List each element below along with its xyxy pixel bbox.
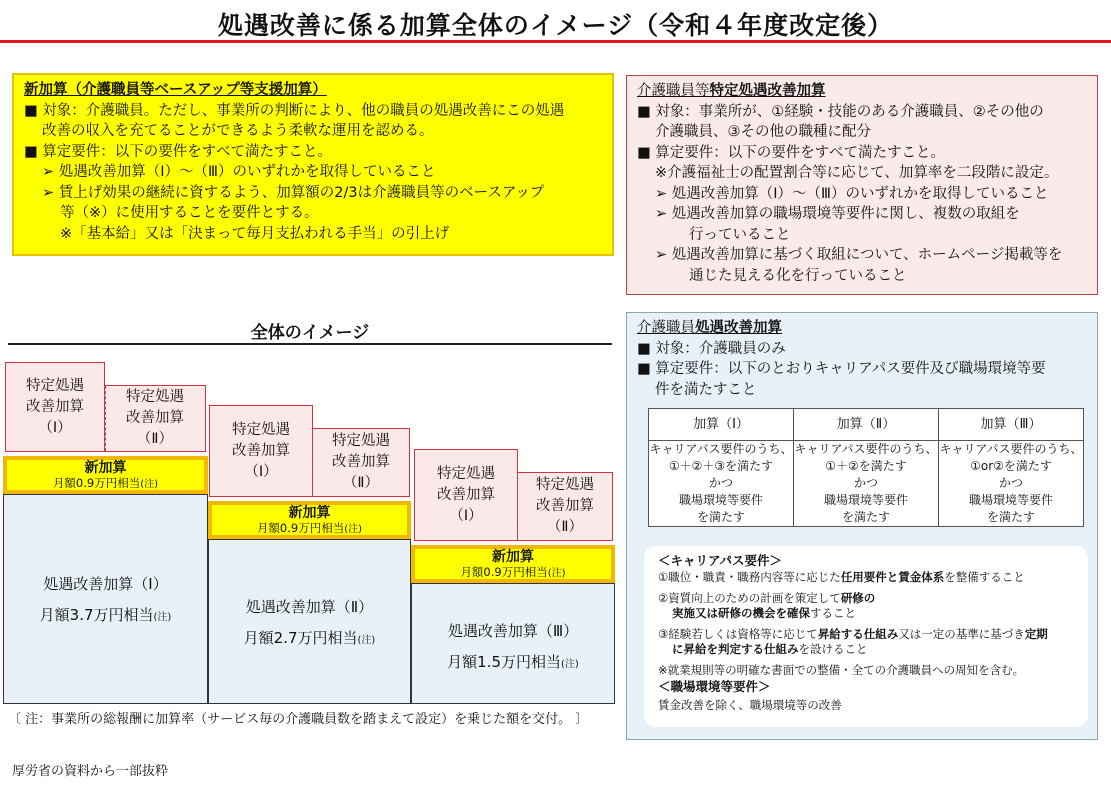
kasan-cell-line: キャリアパス要件のうち、 — [939, 442, 1083, 456]
kasan-cell — [939, 441, 1084, 527]
title-underline — [0, 40, 1111, 43]
image-title-underline — [8, 343, 612, 345]
kasan-cell — [794, 441, 939, 527]
page-title: 処遇改善に係る加算全体のイメージ（令和４年度改定後） — [217, 11, 894, 40]
kasan-cell-line: ①＋②＋③を満たす — [668, 459, 774, 473]
career-item-1: ①職位・職責・職務内容等に応じた任用要件と賃金体系を整備すること — [658, 570, 1025, 584]
kasan-cell-line: かつ — [998, 476, 1023, 490]
kasan-cell-line: キャリアパス要件のうち、 — [649, 442, 793, 456]
kasan-cell-line: 職場環境等要件 — [678, 493, 763, 507]
env-text: 賃金改善を除く、職場環境等の改善 — [658, 698, 842, 712]
career-item-3-cont: に昇給を判定する仕組みを設けること — [672, 642, 868, 656]
tokutei-line: ※介護福祉士の配置割合等に応じて、加算率を二段階に設定。 — [655, 165, 1059, 181]
kasan-table — [648, 408, 1084, 527]
tokutei-line: 介護職員、③その他の職種に配分 — [655, 124, 871, 140]
tokutei-line: ➢ 処遇改善加算（Ⅰ）～（Ⅲ）のいずれかを取得していること — [655, 185, 1049, 202]
tokutei-line: ■ 対象：事業所が、①経験・技能のある介護職員、②その他の — [637, 103, 1044, 120]
env-heading: ＜職場環境等要件＞ — [658, 679, 771, 694]
new-kasan-line: ■ 算定要件：以下の要件をすべて満たすこと。 — [24, 143, 333, 160]
base-kasan-3: 処遇改善加算（Ⅲ） 月額1.5万円相当(注) — [411, 583, 615, 704]
new-kasan-line: ➢ 賃上げ効果の継続に資するよう、加算額の2/3は介護職員等のベースアップ — [42, 184, 545, 201]
kasan-header: 加算（Ⅰ） — [649, 409, 794, 441]
shogu-heading — [637, 318, 1087, 339]
new-kasan-bar: 新加算 月額0.9万円相当(注) — [208, 501, 411, 539]
new-kasan-line: ■ 対象：介護職員。ただし、事業所の判断により、他の職員の処遇改善にこの処遇 — [24, 102, 565, 119]
footnote: 〔 注：事業所の総報酬に加算率（サービス毎の介護職員数を踏まえて設定）を乗じた額を交付。 〕 — [8, 712, 589, 727]
tokutei-line: ■ 算定要件：以下の要件をすべて満たすこと。 — [637, 144, 946, 161]
tokutei-line: ➢ 処遇改善加算に基づく取組について、ホームページ掲載等を — [655, 247, 1063, 263]
tokutei-1-block: 特定処遇 改善加算 （Ⅰ） — [414, 449, 518, 541]
new-kasan-line: ※「基本給」又は「決まって毎月支払われる手当」の引上げ — [60, 225, 450, 242]
kasan-cell-line: キャリアパス要件のうち、 — [794, 442, 938, 456]
kasan-cell-line: を満たす — [986, 510, 1035, 524]
tokutei-2-block: 特定処遇 改善加算 （Ⅱ） — [312, 428, 410, 497]
shogu-heading-bold: 処遇改善加算 — [695, 320, 782, 336]
kasan-cell-line: ①or②を満たす — [970, 459, 1052, 473]
career-item-3: ③経験若しくは資格等に応じて昇給する仕組み又は一定の基準に基づき定期 — [658, 627, 1048, 641]
shogu-line: ■ 対象：介護職員のみ — [637, 340, 786, 357]
kasan-header: 加算（Ⅲ） — [939, 409, 1084, 441]
shogu-box — [626, 312, 1098, 740]
tokutei-2-block: 特定処遇 改善加算 （Ⅱ） — [517, 472, 613, 541]
new-kasan-line: 等（※）に使用することを要件とする。 — [60, 205, 319, 221]
kasan-cell-line: 職場環境等要件 — [968, 493, 1053, 507]
tokutei-line: 通じた見える化を行っていること — [689, 267, 907, 284]
new-kasan-line: ➢ 処遇改善加算（Ⅰ）～（Ⅲ）のいずれかを取得していること — [42, 164, 436, 180]
base-kasan-2: 処遇改善加算（Ⅱ） 月額2.7万円相当(注) — [208, 539, 411, 704]
new-kasan-line: 改善の収入を充てることができるよう柔軟な運用を認める。 — [42, 123, 434, 139]
shogu-line: 件を満たすこと — [655, 381, 757, 398]
new-kasan-bar: 新加算 月額0.9万円相当(注) — [3, 456, 208, 494]
new-kasan-bar: 新加算 月額0.9万円相当(注) — [411, 545, 615, 583]
tokutei-line: 行っていること — [689, 226, 791, 243]
tokutei-1-block: 特定処遇 改善加算 （Ⅰ） — [5, 362, 105, 452]
tokutei-box — [626, 75, 1098, 295]
kasan-cell-line: を満たす — [841, 510, 890, 524]
kasan-cell-line: 職場環境等要件 — [823, 493, 908, 507]
image-title: 全体のイメージ — [250, 323, 370, 343]
kasan-cell-line: を満たす — [696, 510, 745, 524]
tokutei-1-block: 特定処遇 改善加算 （Ⅰ） — [209, 405, 313, 497]
tokutei-2-block: 特定処遇 改善加算 （Ⅱ） — [104, 385, 206, 452]
kasan-header: 加算（Ⅱ） — [794, 409, 939, 441]
tokutei-heading — [637, 81, 1087, 102]
tokutei-heading-bold: 特定処遇改善加算 — [709, 83, 826, 99]
base-kasan-1: 処遇改善加算（Ⅰ） 月額3.7万円相当(注) — [3, 494, 208, 704]
career-item-2: ②資質向上のための計画を策定して研修の — [658, 591, 876, 605]
tokutei-divider — [105, 386, 106, 451]
tokutei-line: ➢ 処遇改善加算の職場環境等要件に関し、複数の取組を — [655, 206, 1020, 222]
new-kasan-box — [12, 73, 614, 256]
shogu-heading-pre: 介護職員 — [637, 320, 695, 336]
new-kasan-heading: 新加算（介護職員等ベースアップ等支援加算） — [24, 82, 327, 98]
career-heading: ＜キャリアパス要件＞ — [658, 553, 783, 568]
tokutei-heading-pre: 介護職員等 — [637, 83, 710, 99]
shogu-line: ■ 算定要件：以下のとおりキャリアパス要件及び職場環境等要 — [637, 361, 1046, 377]
kasan-cell-line: かつ — [708, 476, 733, 490]
career-note: ※就業規則等の明確な書面での整備・全ての介護職員への周知を含む。 — [658, 663, 1025, 677]
kasan-cell — [649, 441, 794, 527]
career-item-2-cont: 実施又は研修の機会を確保すること — [672, 606, 856, 620]
tokutei-divider — [517, 474, 518, 540]
requirements-box — [644, 546, 1088, 727]
source-note: 厚労省の資料から一部抜粋 — [12, 764, 169, 779]
kasan-cell-line: かつ — [853, 476, 878, 490]
tokutei-divider — [312, 430, 313, 496]
kasan-cell-line: ①＋②を満たす — [825, 459, 907, 473]
